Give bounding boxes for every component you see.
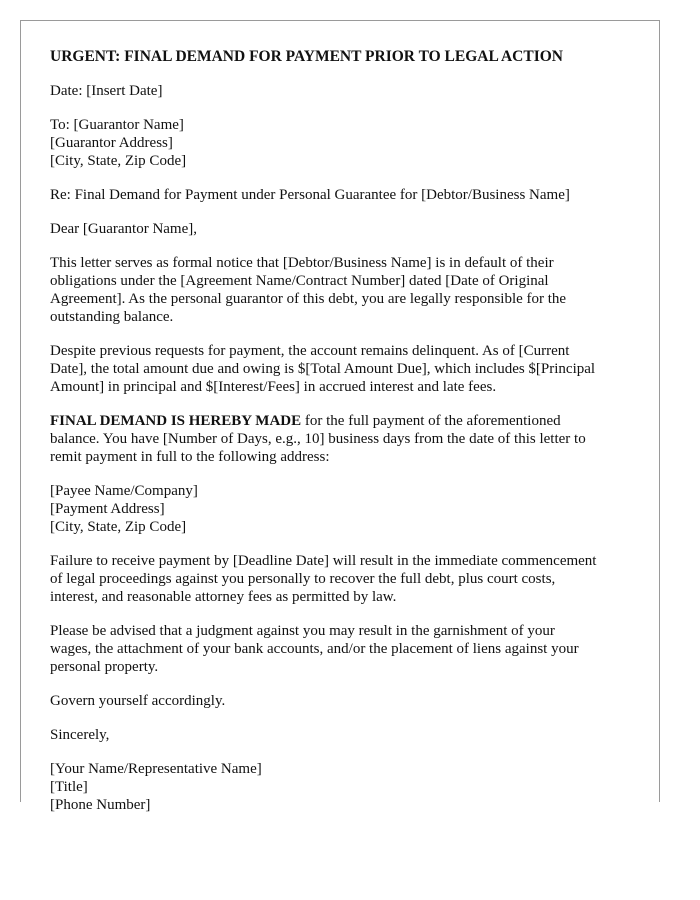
letter-page	[20, 20, 660, 813]
signer-name: [Your Name/Representative Name]	[50, 761, 262, 777]
paragraph-line: Agreement]. As the personal guarantor of this debt, you are legally responsible for the	[50, 291, 567, 307]
paragraph-line: Failure to receive payment by [Deadline Date] will result in the immediate commencement	[50, 553, 597, 569]
signer-title: [Title]	[50, 779, 88, 795]
signer-phone: [Phone Number]	[50, 797, 151, 813]
paragraph-line: obligations under the [Agreement Name/Contract Number] dated [Date of Original	[50, 273, 549, 289]
paragraph-line: of legal proceedings against you personally to recover the full debt, plus court costs,	[50, 571, 556, 587]
payee-address: [Payment Address]	[50, 501, 165, 517]
paragraph-line	[50, 412, 640, 430]
payee-block	[50, 482, 640, 536]
payee-city: [City, State, Zip Code]	[50, 519, 187, 535]
recipient-city: [City, State, Zip Code]	[50, 153, 187, 169]
paragraph-line: remit payment in full to the following address:	[50, 449, 330, 465]
signoff: Sincerely,	[50, 727, 110, 743]
paragraph-line: Despite previous requests for payment, the account remains delinquent. As of [Current	[50, 343, 570, 359]
final-demand-paragraph	[50, 412, 640, 466]
paragraph-line: interest, and reasonable attorney fees as permitted by law.	[50, 589, 397, 605]
final-demand-bold-lead: FINAL DEMAND IS HEREBY MADE	[50, 413, 302, 429]
judgment-warning-paragraph	[50, 622, 640, 676]
legal-action-paragraph	[50, 552, 640, 606]
salutation: Dear [Guarantor Name],	[50, 221, 198, 237]
paragraph-line: This letter serves as formal notice that [Debtor/Business Name] is in default of their	[50, 255, 554, 271]
paragraph-line: personal property.	[50, 659, 159, 675]
signature-block	[50, 760, 640, 814]
paragraph-line: outstanding balance.	[50, 309, 174, 325]
final-demand-rest: for the full payment of the aforementioned	[301, 413, 561, 429]
letter-body	[50, 48, 640, 830]
default-notice-paragraph	[50, 254, 640, 326]
paragraph-line: Amount] in principal and $[Interest/Fees] in accrued interest and late fees.	[50, 379, 497, 395]
recipient-name: To: [Guarantor Name]	[50, 117, 184, 133]
recipient-address: [Guarantor Address]	[50, 135, 173, 151]
letter-date: Date: [Insert Date]	[50, 83, 163, 99]
recipient-block	[50, 116, 640, 170]
letter-title: URGENT: FINAL DEMAND FOR PAYMENT PRIOR TO LEGAL ACTION	[50, 48, 563, 65]
amount-due-paragraph	[50, 342, 640, 396]
paragraph-line: Date], the total amount due and owing is $[Total Amount Due], which includes $[Principal	[50, 361, 596, 377]
paragraph-line: wages, the attachment of your bank accounts, and/or the placement of liens against your	[50, 641, 579, 657]
paragraph-line: Please be advised that a judgment against you may result in the garnishment of your	[50, 623, 555, 639]
payee-name: [Payee Name/Company]	[50, 483, 198, 499]
subject-line: Re: Final Demand for Payment under Personal Guarantee for [Debtor/Business Name]	[50, 187, 570, 203]
closing-line: Govern yourself accordingly.	[50, 693, 226, 709]
paragraph-line: balance. You have [Number of Days, e.g., 10] business days from the date of this letter to	[50, 431, 586, 447]
